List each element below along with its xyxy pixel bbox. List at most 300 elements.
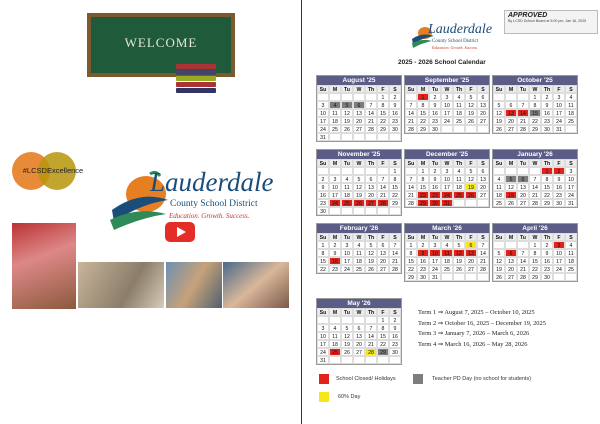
day-cell: 2	[553, 167, 565, 175]
dow-label: S	[389, 159, 401, 167]
day-cell: 8	[317, 249, 329, 257]
empty-cell	[477, 199, 489, 207]
day-cell: 9	[329, 249, 341, 257]
day-cell: 12	[493, 109, 505, 117]
day-cell: 31	[565, 199, 577, 207]
day-cell: 15	[417, 183, 429, 191]
day-cell: 21	[529, 191, 541, 199]
day-cell: 28	[405, 125, 417, 133]
day-cell: 19	[341, 340, 353, 348]
dow-label: W	[529, 159, 541, 167]
dow-label: F	[465, 159, 477, 167]
day-cell: 1	[389, 167, 401, 175]
day-cell: 20	[353, 340, 365, 348]
empty-cell	[389, 133, 401, 141]
legend-pd-swatch	[413, 374, 423, 384]
day-cell: 2	[429, 93, 441, 101]
day-cell: 23	[417, 265, 429, 273]
day-cell: 25	[353, 265, 365, 273]
day-cell: 1	[417, 167, 429, 175]
day-cell: 10	[553, 249, 565, 257]
day-cell: 9	[389, 101, 401, 109]
day-cell: 14	[405, 183, 417, 191]
day-cell: 4	[565, 241, 577, 249]
day-cell: 31	[441, 199, 453, 207]
empty-cell	[505, 241, 517, 249]
day-cell: 7	[517, 249, 529, 257]
empty-cell	[493, 167, 505, 175]
day-cell: 24	[329, 199, 341, 207]
dow-label: Tu	[341, 308, 353, 316]
day-cell: 17	[341, 257, 353, 265]
day-cell: 28	[365, 348, 377, 356]
empty-cell	[377, 167, 389, 175]
day-cell: 18	[453, 109, 465, 117]
day-cell: 29	[389, 199, 401, 207]
day-cell: 13	[517, 183, 529, 191]
day-cell: 23	[389, 117, 401, 125]
day-cell: 22	[417, 117, 429, 125]
day-cell: 20	[505, 265, 517, 273]
approved-subtitle: By LCSD School Board at 5:00 pm, Jan 16, 2025	[508, 19, 587, 23]
month-0	[316, 75, 402, 142]
day-cell: 29	[377, 125, 389, 133]
day-cell: 8	[417, 101, 429, 109]
day-cell: 1	[377, 316, 389, 324]
day-cell: 29	[529, 125, 541, 133]
district-logo-small-county: County School District	[432, 39, 479, 44]
day-cell: 18	[329, 340, 341, 348]
day-cell: 2	[389, 93, 401, 101]
month-7	[404, 223, 490, 282]
day-cell: 7	[389, 241, 401, 249]
day-cell: 25	[453, 191, 465, 199]
books-icon	[176, 60, 220, 94]
day-cell: 13	[465, 249, 477, 257]
day-cell: 22	[529, 265, 541, 273]
day-cell: 18	[441, 257, 453, 265]
empty-cell	[329, 316, 341, 324]
day-cell: 5	[493, 249, 505, 257]
day-cell: 11	[493, 183, 505, 191]
day-cell: 29	[417, 199, 429, 207]
empty-cell	[365, 133, 377, 141]
district-logo-small-script: Lauderdale	[428, 22, 493, 37]
day-cell: 14	[477, 249, 489, 257]
dow-label: W	[353, 233, 365, 241]
day-cell: 14	[405, 109, 417, 117]
dow-label: Su	[317, 233, 329, 241]
day-cell: 28	[365, 125, 377, 133]
legend-60-swatch	[319, 392, 329, 402]
day-cell: 1	[377, 93, 389, 101]
day-cell: 12	[341, 109, 353, 117]
day-cell: 30	[389, 348, 401, 356]
dow-label: Su	[405, 85, 417, 93]
day-cell: 24	[565, 191, 577, 199]
month-header: March '26	[405, 224, 489, 233]
dow-label: Su	[493, 159, 505, 167]
empty-cell	[341, 356, 353, 364]
day-cell: 16	[553, 183, 565, 191]
empty-cell	[341, 207, 353, 215]
empty-cell	[353, 207, 365, 215]
day-cell: 8	[541, 175, 553, 183]
day-cell: 15	[529, 109, 541, 117]
dow-label: Su	[317, 85, 329, 93]
dow-label: M	[505, 159, 517, 167]
day-cell: 12	[365, 249, 377, 257]
day-cell: 13	[505, 257, 517, 265]
day-cell: 22	[541, 191, 553, 199]
day-cell: 24	[441, 117, 453, 125]
day-cell: 29	[541, 199, 553, 207]
day-cell: 1	[417, 93, 429, 101]
day-cell: 6	[477, 93, 489, 101]
day-cell: 23	[541, 265, 553, 273]
day-cell: 27	[365, 199, 377, 207]
day-cell: 12	[493, 257, 505, 265]
day-cell: 27	[353, 125, 365, 133]
dow-label: S	[389, 233, 401, 241]
dow-label: F	[377, 85, 389, 93]
day-cell: 21	[477, 257, 489, 265]
day-cell: 18	[565, 109, 577, 117]
day-cell: 17	[429, 257, 441, 265]
day-cell: 15	[317, 257, 329, 265]
approved-title: APPROVED	[508, 12, 548, 19]
day-cell: 24	[553, 265, 565, 273]
dow-label: F	[465, 233, 477, 241]
empty-cell	[365, 356, 377, 364]
dow-label: S	[477, 85, 489, 93]
term-1: Term 1 ⇒ August 7, 2025 – October 10, 2025	[418, 309, 535, 316]
empty-cell	[505, 93, 517, 101]
empty-cell	[389, 356, 401, 364]
day-cell: 13	[377, 249, 389, 257]
day-cell: 19	[505, 191, 517, 199]
dow-label: F	[553, 159, 565, 167]
empty-cell	[377, 133, 389, 141]
day-cell: 9	[541, 249, 553, 257]
day-cell: 21	[517, 265, 529, 273]
day-cell: 12	[341, 332, 353, 340]
day-cell: 4	[453, 167, 465, 175]
day-cell: 14	[365, 332, 377, 340]
dow-label: Th	[541, 159, 553, 167]
day-cell: 14	[517, 109, 529, 117]
day-cell: 1	[529, 93, 541, 101]
day-cell: 19	[453, 257, 465, 265]
day-cell: 3	[317, 101, 329, 109]
legend-closed-swatch	[319, 374, 329, 384]
day-cell: 5	[453, 241, 465, 249]
day-cell: 17	[329, 191, 341, 199]
month-2	[492, 75, 578, 134]
day-cell: 9	[541, 101, 553, 109]
day-cell: 24	[553, 117, 565, 125]
student-portrait-photo	[223, 262, 289, 308]
empty-cell	[377, 207, 389, 215]
month-9	[316, 298, 402, 365]
day-cell: 12	[505, 183, 517, 191]
month-5	[492, 149, 578, 208]
day-cell: 31	[429, 273, 441, 281]
day-cell: 22	[377, 340, 389, 348]
day-cell: 28	[517, 273, 529, 281]
day-cell: 15	[405, 257, 417, 265]
day-cell: 21	[405, 117, 417, 125]
day-cell: 30	[429, 125, 441, 133]
dow-label: Th	[453, 85, 465, 93]
day-cell: 20	[377, 257, 389, 265]
day-cell: 26	[493, 125, 505, 133]
day-cell: 13	[353, 109, 365, 117]
day-cell: 23	[389, 340, 401, 348]
day-cell: 29	[377, 348, 389, 356]
dow-label: Tu	[517, 85, 529, 93]
day-cell: 10	[329, 183, 341, 191]
dow-label: M	[329, 233, 341, 241]
dow-label: Tu	[341, 233, 353, 241]
empty-cell	[441, 273, 453, 281]
day-cell: 13	[365, 183, 377, 191]
day-cell: 21	[365, 340, 377, 348]
day-cell: 20	[353, 117, 365, 125]
hashtag-text: #LCSDExcellence	[22, 166, 84, 175]
dow-label: Su	[317, 308, 329, 316]
day-cell: 28	[405, 199, 417, 207]
dow-label: W	[441, 85, 453, 93]
day-cell: 20	[477, 109, 489, 117]
empty-cell	[353, 133, 365, 141]
day-cell: 13	[477, 101, 489, 109]
day-cell: 8	[417, 175, 429, 183]
month-8	[492, 223, 578, 282]
day-cell: 27	[505, 125, 517, 133]
calendar-title: 2025 - 2026 School Calendar	[398, 59, 486, 66]
day-cell: 27	[353, 348, 365, 356]
day-cell: 16	[429, 109, 441, 117]
day-cell: 2	[541, 241, 553, 249]
day-cell: 19	[493, 265, 505, 273]
day-cell: 4	[441, 241, 453, 249]
empty-cell	[341, 93, 353, 101]
day-cell: 8	[529, 249, 541, 257]
science-photo	[166, 262, 222, 308]
day-cell: 11	[565, 101, 577, 109]
legend-closed-label: School Closed/ Holidays	[336, 376, 396, 382]
day-cell: 23	[329, 265, 341, 273]
day-cell: 30	[389, 125, 401, 133]
district-logo-county: County School District	[170, 199, 258, 209]
dow-label: Tu	[429, 85, 441, 93]
dow-label: W	[441, 233, 453, 241]
empty-cell	[493, 93, 505, 101]
month-header: May '26	[317, 299, 401, 308]
empty-cell	[505, 167, 517, 175]
dow-label: M	[505, 85, 517, 93]
term-2: Term 2 ⇒ October 16, 2025 – December 19, 2025	[418, 319, 546, 327]
day-cell: 11	[329, 109, 341, 117]
empty-cell	[565, 273, 577, 281]
day-cell: 7	[517, 101, 529, 109]
day-cell: 16	[317, 191, 329, 199]
day-cell: 28	[529, 199, 541, 207]
dow-label: Su	[317, 159, 329, 167]
day-cell: 4	[565, 93, 577, 101]
dow-label: S	[477, 233, 489, 241]
day-cell: 15	[541, 183, 553, 191]
day-cell: 30	[541, 273, 553, 281]
month-1	[404, 75, 490, 134]
day-cell: 7	[477, 241, 489, 249]
dow-label: M	[417, 85, 429, 93]
day-cell: 10	[441, 101, 453, 109]
day-cell: 8	[529, 101, 541, 109]
dow-label: M	[329, 85, 341, 93]
day-cell: 17	[441, 183, 453, 191]
approved-stamp	[504, 10, 598, 34]
dow-label: W	[529, 85, 541, 93]
day-cell: 6	[353, 324, 365, 332]
day-cell: 16	[389, 332, 401, 340]
dow-label: W	[529, 233, 541, 241]
day-cell: 11	[353, 249, 365, 257]
day-cell: 28	[477, 265, 489, 273]
day-cell: 9	[389, 324, 401, 332]
day-cell: 28	[517, 125, 529, 133]
empty-cell	[465, 125, 477, 133]
district-logo-tagline: Education. Growth. Success.	[169, 212, 250, 220]
day-cell: 6	[517, 175, 529, 183]
day-cell: 16	[541, 257, 553, 265]
day-cell: 30	[317, 207, 329, 215]
empty-cell	[377, 356, 389, 364]
terms-list	[418, 308, 546, 350]
day-cell: 16	[429, 183, 441, 191]
day-cell: 26	[493, 273, 505, 281]
dow-label: M	[329, 159, 341, 167]
day-cell: 26	[341, 348, 353, 356]
dow-label: S	[389, 308, 401, 316]
day-cell: 12	[465, 175, 477, 183]
dow-label: F	[465, 85, 477, 93]
day-cell: 27	[477, 117, 489, 125]
month-4	[404, 149, 490, 208]
empty-cell	[389, 207, 401, 215]
day-cell: 16	[417, 257, 429, 265]
empty-cell	[477, 125, 489, 133]
day-cell: 2	[317, 175, 329, 183]
day-cell: 4	[341, 175, 353, 183]
day-cell: 24	[341, 265, 353, 273]
day-cell: 26	[465, 191, 477, 199]
day-cell: 19	[353, 191, 365, 199]
day-cell: 21	[365, 117, 377, 125]
day-cell: 13	[505, 109, 517, 117]
day-cell: 22	[377, 117, 389, 125]
day-cell: 4	[329, 324, 341, 332]
day-cell: 10	[441, 175, 453, 183]
day-cell: 29	[405, 273, 417, 281]
dow-label: Th	[365, 85, 377, 93]
day-cell: 4	[353, 241, 365, 249]
day-cell: 5	[341, 101, 353, 109]
day-cell: 13	[353, 332, 365, 340]
empty-cell	[329, 207, 341, 215]
dow-label: Tu	[429, 233, 441, 241]
day-cell: 19	[465, 183, 477, 191]
dow-label: M	[329, 308, 341, 316]
day-cell: 5	[465, 93, 477, 101]
dow-label: F	[553, 85, 565, 93]
dow-label: Su	[493, 233, 505, 241]
day-cell: 31	[317, 356, 329, 364]
day-cell: 21	[517, 117, 529, 125]
empty-cell	[353, 316, 365, 324]
page-divider	[301, 0, 302, 424]
empty-cell	[465, 199, 477, 207]
day-cell: 18	[453, 183, 465, 191]
day-cell: 11	[453, 101, 465, 109]
day-cell: 3	[329, 175, 341, 183]
day-cell: 5	[465, 167, 477, 175]
month-header: August '25	[317, 76, 401, 85]
day-cell: 6	[377, 241, 389, 249]
empty-cell	[453, 125, 465, 133]
day-cell: 22	[389, 191, 401, 199]
day-cell: 25	[453, 117, 465, 125]
day-cell: 10	[429, 249, 441, 257]
day-cell: 15	[417, 109, 429, 117]
day-cell: 3	[441, 167, 453, 175]
day-cell: 14	[529, 183, 541, 191]
day-cell: 1	[541, 167, 553, 175]
dow-label: Tu	[429, 159, 441, 167]
empty-cell	[329, 167, 341, 175]
day-cell: 8	[377, 101, 389, 109]
month-header: January '26	[493, 150, 577, 159]
welcome-text: WELCOME	[124, 35, 198, 50]
day-cell: 30	[429, 199, 441, 207]
day-cell: 11	[329, 332, 341, 340]
day-cell: 11	[441, 249, 453, 257]
day-cell: 25	[329, 125, 341, 133]
day-cell: 16	[389, 109, 401, 117]
dow-label: F	[377, 159, 389, 167]
day-cell: 23	[317, 199, 329, 207]
empty-cell	[565, 125, 577, 133]
day-cell: 5	[365, 241, 377, 249]
day-cell: 2	[429, 167, 441, 175]
empty-cell	[553, 273, 565, 281]
day-cell: 8	[389, 175, 401, 183]
empty-cell	[341, 316, 353, 324]
day-cell: 30	[541, 125, 553, 133]
day-cell: 18	[565, 257, 577, 265]
day-cell: 25	[441, 265, 453, 273]
day-cell: 14	[517, 257, 529, 265]
dow-label: F	[377, 233, 389, 241]
day-cell: 11	[453, 175, 465, 183]
empty-cell	[365, 207, 377, 215]
day-cell: 21	[377, 191, 389, 199]
day-cell: 29	[529, 273, 541, 281]
dow-label: S	[565, 233, 577, 241]
day-cell: 23	[553, 191, 565, 199]
day-cell: 23	[429, 191, 441, 199]
